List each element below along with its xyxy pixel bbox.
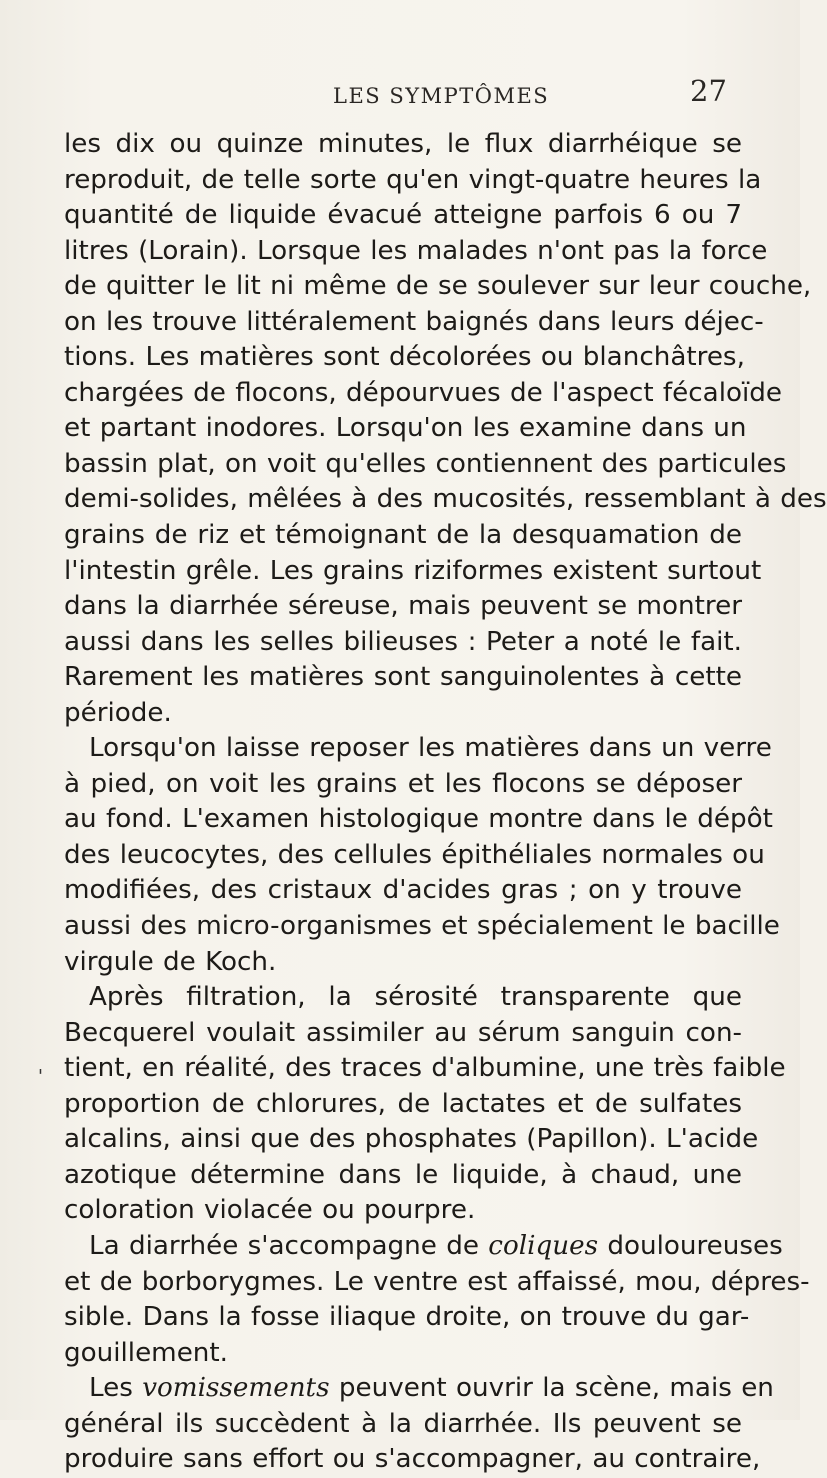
- text-line: reproduit, de telle sorte qu'en vingt-quatre heures la: [64, 164, 762, 195]
- text-line: sible. Dans la fosse iliaque droite, on trouve du gar-: [64, 1302, 750, 1333]
- text-line: chargées de flocons, dépourvues de l'aspect fécaloïde: [64, 377, 782, 408]
- text-line: Lorsqu'on laisse reposer les matières dans un verre: [89, 733, 772, 764]
- text-line: et partant inodores. Lorsqu'on les examine dans un: [64, 413, 747, 444]
- text-line: modifiées, des cristaux d'acides gras ; on y trouve: [64, 875, 742, 906]
- text-line: tions. Les matières sont décolorées ou blanchâtres,: [64, 342, 745, 373]
- text-line: aussi dans les selles bilieuses : Peter a noté le fait.: [64, 626, 742, 657]
- running-title: LES SYMPTÔMES: [333, 84, 550, 108]
- body-text: [64, 127, 827, 1478]
- text-line: coloration violacée ou pourpre.: [64, 1195, 476, 1226]
- text-segment: Les: [89, 1373, 133, 1404]
- text-line: produire sans effort ou s'accompagner, au contraire,: [64, 1444, 761, 1475]
- text-line: [64, 1229, 783, 1265]
- text-line: Après filtration, la sérosité transparente que: [89, 982, 742, 1013]
- text-line: proportion de chlorures, de lactates et de sulfates: [64, 1088, 742, 1119]
- text-line: grains de riz et témoignant de la desquamation de: [64, 520, 742, 551]
- text-line: à pied, on voit les grains et les flocons se déposer: [64, 768, 742, 799]
- text-line: période.: [64, 697, 172, 728]
- text-line: les dix ou quinze minutes, le flux diarrhéique se: [64, 129, 742, 159]
- text-segment: peuvent ouvrir la scène, mais en: [338, 1373, 774, 1404]
- text-line: des leucocytes, des cellules épithéliales normales ou: [64, 839, 765, 870]
- text-line: et de borborygmes. Le ventre est affaissé, mou, dépres-: [64, 1266, 810, 1297]
- text-line: de quitter le lit ni même de se soulever sur leur couche,: [64, 271, 812, 302]
- text-line: alcalins, ainsi que des phosphates (Papillon). L'acide: [64, 1124, 759, 1155]
- margin-mark: ': [38, 1066, 43, 1087]
- text-line: demi-solides, mêlées à des mucosités, ressemblant à des: [64, 484, 827, 515]
- text-line: azotique détermine dans le liquide, à chaud, une: [64, 1159, 742, 1190]
- text-line: général ils succèdent à la diarrhée. Ils peuvent se: [64, 1408, 742, 1439]
- italic-term: vomissements: [142, 1373, 330, 1404]
- text-line: tient, en réalité, des traces d'albumine, une très faible: [64, 1053, 786, 1084]
- text-line: dans la diarrhée séreuse, mais peuvent se montrer: [64, 591, 742, 622]
- text-line: Becquerel voulait assimiler au sérum sanguin con-: [64, 1017, 742, 1048]
- text-line: aussi des micro-organismes et spécialement le bacille: [64, 911, 780, 942]
- page-number: 27: [690, 74, 727, 108]
- text-line: gouillement.: [64, 1337, 228, 1368]
- page-header: [0, 72, 800, 112]
- text-segment: La diarrhée s'accompagne de: [89, 1230, 479, 1261]
- text-line: litres (Lorain). Lorsque les malades n'ont pas la force: [64, 235, 768, 266]
- text-line: [64, 1371, 774, 1407]
- text-segment: douloureuses: [607, 1230, 783, 1261]
- text-line: quantité de liquide évacué atteigne parfois 6 ou 7: [64, 200, 742, 231]
- italic-term: coliques: [488, 1230, 599, 1261]
- text-line: bassin plat, on voit qu'elles contiennent des particules: [64, 448, 787, 479]
- text-line: l'intestin grêle. Les grains riziformes existent surtout: [64, 555, 762, 586]
- text-line: on les trouve littéralement baignés dans leurs déjec-: [64, 306, 764, 337]
- text-line: Rarement les matières sont sanguinolentes à cette: [64, 662, 742, 693]
- text-line: au fond. L'examen histologique montre dans le dépôt: [64, 804, 773, 835]
- text-line: virgule de Koch.: [64, 946, 277, 977]
